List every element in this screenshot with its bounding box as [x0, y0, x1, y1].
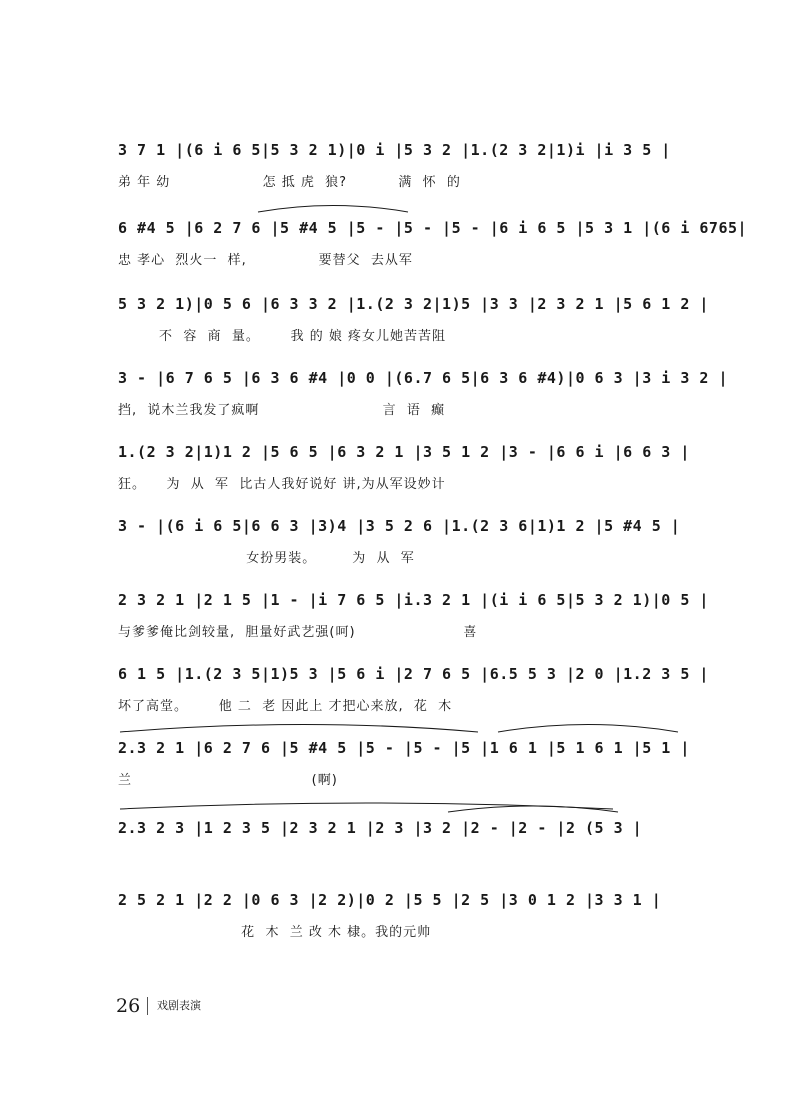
notation-line: 3 - |6 7 6 5 |6 3 6 #4 |0 0 |(6.7 6 5|6 3 6 #4)|0 6 3 |3 i 3 2 |	[118, 369, 728, 387]
footer-title: 戏剧表演	[157, 999, 201, 1012]
footer-divider	[147, 997, 148, 1015]
lyrics-line: 挡, 说木兰我发了疯啊 言 语 癫	[118, 403, 446, 418]
lyrics-line	[118, 849, 680, 873]
notation-line: 3 7 1 |(6 i 6 5|5 3 2 1)|0 i |5 3 2 |1.(2 3 2|1)i |i 3 5 |	[118, 141, 671, 159]
lyrics-line: 兰 (啊)	[118, 773, 338, 788]
page-number: 26	[116, 995, 141, 1017]
score-system-4	[118, 363, 728, 433]
notation-line: 2.3 2 1 |6 2 7 6 |5 #4 5 |5 - |5 - |5 |1 6 1 |5 1 6 1 |5 1 |	[118, 739, 690, 757]
lyrics-line: 花 木 兰 改 木 棣。我的元帅	[118, 925, 432, 940]
score-system-3	[118, 289, 709, 359]
lyrics-line: 与爹爹俺比剑较量, 胆量好武艺强(呵) 喜	[118, 625, 478, 640]
notation-line: 5 3 2 1)|0 5 6 |6 3 3 2 |1.(2 3 2|1)5 |3 3 |2 3 2 1 |5 6 1 2 |	[118, 295, 709, 313]
score-system-10	[118, 813, 680, 883]
lyrics-line: 坏了高堂。 他 二 老 因此上 才把心来放, 花 木	[118, 699, 453, 714]
lyrics-line: 不 容 商 量。 我 的 娘 疼女儿她苦苦阻	[118, 329, 447, 344]
notation-line: 2.3 2 3 |1 2 3 5 |2 3 2 1 |2 3 |3 2 |2 - |2 - |2 (5 3 |	[118, 819, 643, 837]
score-system-8	[118, 659, 709, 729]
score-system-7	[118, 585, 709, 655]
notation-line: 2 5 2 1 |2 2 |0 6 3 |2 2)|0 2 |5 5 |2 5 |3 0 1 2 |3 3 1 |	[118, 891, 662, 909]
notation-line: 1.(2 3 2|1)1 2 |5 6 5 |6 3 2 1 |3 5 1 2 |3 - |6 6 i |6 6 3 |	[118, 443, 690, 461]
score-system-9	[118, 733, 690, 803]
lyrics-line: 忠 孝心 烈火一 样, 要替父 去从军	[118, 253, 413, 268]
notation-line: 2 3 2 1 |2 1 5 |1 - |i 7 6 5 |i.3 2 1 |(i i 6 5|5 3 2 1)|0 5 |	[118, 591, 709, 609]
score-system-2	[118, 213, 748, 283]
lyrics-line: 狂。 为 从 军 比古人我好说好 讲,为从军设妙计	[118, 477, 446, 492]
notation-line: 3 - |(6 i 6 5|6 6 3 |3)4 |3 5 2 6 |1.(2 3 6|1)1 2 |5 #4 5 |	[118, 517, 681, 535]
lyrics-line: 弟 年 幼 怎 抵 虎 狼? 满 怀 的	[118, 175, 461, 190]
score-system-1	[118, 135, 680, 205]
score-system-11	[118, 885, 680, 955]
score-system-6	[118, 511, 680, 581]
notation-line: 6 #4 5 |6 2 7 6 |5 #4 5 |5 - |5 - |5 - |6 i 6 5 |5 3 1 |(6 i 6765|	[118, 219, 748, 237]
notation-line: 6 1 5 |1.(2 3 5|1)5 3 |5 6 i |2 7 6 5 |6.5 5 3 |2 0 |1.2 3 5 |	[118, 665, 709, 683]
lyrics-line: 女扮男装。 为 从 军	[118, 551, 415, 566]
score-system-5	[118, 437, 690, 507]
